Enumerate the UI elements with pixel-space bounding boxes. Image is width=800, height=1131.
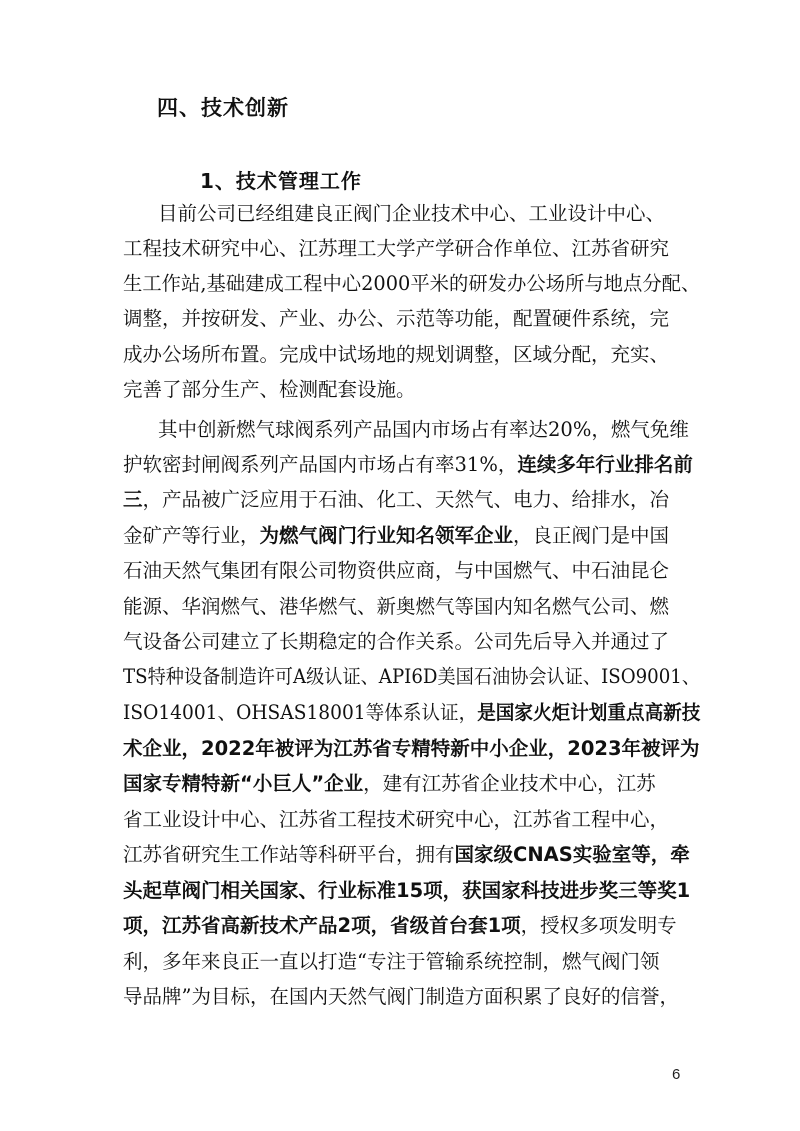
text-run: 金矿产等行业， [123,524,260,547]
paragraph-line: 利，多年来良正一直以打造“专注于管输系统控制，燃气阀门领 [123,950,660,973]
bold-text: 术企业，2022年被评为江苏省专精特新中小企业，2023年被评为 [123,737,700,760]
paragraph-line [123,769,656,799]
paragraph-line: 气设备公司建立了长期稳定的合作关系。公司先后导入并通过了 [123,630,670,653]
paragraph-line [123,840,690,870]
text-run: ISO14001、OHSAS18001等体系认证， [123,701,478,724]
text-run: 江苏省研究生工作站等科研平台，拥有 [123,843,455,866]
paragraph-line [123,521,669,551]
paragraph-line: 目前公司已经组建良正阀门企业技术中心、工业设计中心、 [158,202,666,225]
paragraph-line: 生工作站,基础建成工程中心2000平米的研发办公场所与地点分配、 [123,272,701,295]
paragraph-line [123,734,700,764]
bold-text: 国家级CNAS实验室等，牵 [454,843,690,866]
paragraph-line: 成办公场所布置。完成中试场地的规划调整，区域分配，充实、 [123,343,670,366]
paragraph-line: 其中创新燃气球阀系列产品国内市场占有率达20%，燃气免维 [158,418,689,441]
bold-text: 国家专精特新“小巨人”企业 [123,772,364,795]
bold-text: 为燃气阀门行业知名领军企业 [259,524,514,547]
paragraph-line [123,876,690,906]
bold-text: 项，江苏省高新技术产品2项，省级首台套1项 [123,914,521,937]
paragraph-line: 导品牌”为目标，在国内天然气阀门制造方面积累了良好的信誉， [123,985,679,1008]
paragraph-line [123,698,700,728]
section-title: 四、技术创新 [157,96,289,120]
page-number: 6 [672,1066,681,1083]
bold-text: 是国家火炬计划重点高新技 [477,701,701,724]
subsection-title: 1、技术管理工作 [200,169,362,193]
paragraph-line: 调整，并按研发、产业、办公、示范等功能，配置硬件系统，完 [123,307,670,330]
text-run: ，授权多项发明专 [520,914,677,937]
bold-text: 连续多年行业排名前 [517,453,693,476]
paragraph-line: 石油天然气集团有限公司物资供应商，与中国燃气、中石油昆仑 [123,559,670,582]
text-run: ，产品被广泛应用于石油、化工、天然气、电力、给排水，冶 [142,488,670,511]
paragraph-line: 省工业设计中心、江苏省工程技术研究中心，江苏省工程中心， [123,808,670,831]
paragraph-line [123,450,693,480]
text-run: 护软密封闸阀系列产品国内市场占有率31%， [123,453,518,476]
paragraph-line [123,911,677,941]
bold-text: 头起草阀门相关国家、行业标准15项，获国家科技进步奖三等奖1 [123,879,691,902]
paragraph-line: TS特种设备制造许可A级认证、API6D美国石油协会认证、ISO9001、 [123,665,701,688]
paragraph-line: 工程技术研究中心、江苏理工大学产学研合作单位、江苏省研究 [123,237,670,260]
paragraph-line: 能源、华润燃气、港华燃气、新奥燃气等国内知名燃气公司、燃 [123,595,670,618]
paragraph-line [123,485,669,515]
text-run: ，良正阀门是中国 [513,524,670,547]
text-run: ，建有江苏省企业技术中心，江苏 [363,772,656,795]
bold-text: 三 [123,488,143,511]
paragraph-line: 完善了部分生产、检测配套设施。 [123,378,416,401]
